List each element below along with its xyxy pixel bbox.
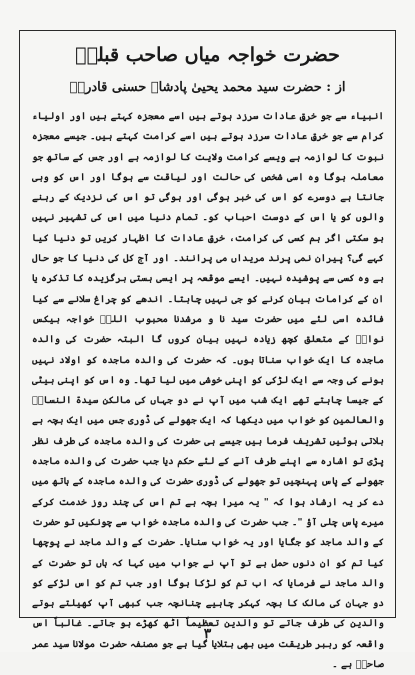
author-line: از : حضرت سید محمد یحییٰ پادشاہ حسنی قادریؒ (69, 80, 346, 95)
page-number: ۳ (203, 626, 212, 642)
paragraph: انبیاء سے جو خرقِ عادات سرزد ہوتے ہیں اسے معجزہ کہتے ہیں اور اولیاء کرام سے جو خرقِ عادات سرزد ہوتے ہیں اسے کرامت کہتے ہیں۔ جیسے معجزہ نبوت کا لوازمہ ہے ویسے کرامت ولایت کا لوازمہ ہے اور جس کے ساتھ جو معاملہ ہوگا وہ اسی شخص کی حالت اور لیاقت سے ہوگا اور اس کو وہی جانتا ہے دوسرے کو اس کی خبر ہوگی اور ہوگی تو اس کی نزدیک کے رہنے والوں کو یا اس کے دوست احباب کو۔ تمام دنیا میں اس کی تشہیر نہیں ہو سکتی اگر ہم کسی کی کرامت، خرقِ عادات کا اظہار کریں تو دنیا کیا کہے گی؟ پیران نمی پرند مریداں می پرانند۔ اور آج کل کی دنیا کا جو حال ہے وہ کسی سے پوشیدہ نہیں۔ ایسے موقعہ پر ایسی ہستی برگزیدہ کا تذکرہ یا ان کے کرامات بیان کرنے کو جی نہیں چاہتا۔ اندھے کو چراغ سلانے سے کیا فائدہ اسی لئے میں حضرت سید نا و مرشدنا محبوب اللہؒ خواجہ بیکس نوازؒ کے متعلق کچھ زیادہ نہیں بیان کروں گا البتہ حضرت کی والدہ ماجدہ کا ایک خواب سناتا ہوں۔ کہ حضرت کی والدہ ماجدہ کو اولاد نہیں ہونے کی وجہ سے ایک لڑکی کو اپنی خوشی میں لیا تھا۔ وہ اس کو اپنی بیٹی کے جیسا چاہتے تھے ایک شب میں آپ نے دو جہاں کی مالکن سیدۃ النساءؓ والعالمین کو خواب میں دیکھا کہ ایک جھولے کی ڈوری جس میں ایک بچہ ہے ہلاتی ہوئیں تشریف فرما ہیں جیسے ہی حضرت کی والدہ ماجدہ کی طرف نظر پڑی تو اشارہ سے اپنے طرف آنے کے لئے حکم دیا جب حضرت کی والدہ ماجدہ جھولے کے پاس پہنچیں تو جھولے کی ڈوری حضرت کی والدہ ماجدہ کے ہاتھ میں دے کر یہ ارشاد ہوا کہ " یہ میرا بچہ ہے تم اس کی چند روز خدمت کرکے میرے پاس چلی آؤ "۔ جب حضرت کی والدہ ماجدہ خواب سے چونکیں تو حضرت کے والد ماجد کو جگایا اور یہ خواب سنایا۔ حضرت کے والد ماجد نے پوچھا کیا تم کو ان دنوں حمل ہے تو آپ نے جواب میں کہا کہ ہاں تو حضرت کے والد ماجد نے فرمایا کہ اب تم کو لڑکا ہوگا اور جب تم کو اس لڑکے کو دو جہان کی مالک کا بچہ کہکر چاہیے چنانچہ جب کبھی آپ کھیلتے ہوتے والدین کی طرف جاتے تو والدین تعظیماً اٹھ کھڑے ہو جاتے۔ غالباً اس واقعہ کو رہبر طریقت میں بھی بتلایا گیا ہے جو مصنفہ حضرت مولانا سید عمر صاحبؒ ہے ۔ (32, 111, 384, 671)
body-text (32, 107, 384, 675)
page-title: حضرت خواجہ میاں صاحب قبلہؒ (75, 44, 340, 66)
